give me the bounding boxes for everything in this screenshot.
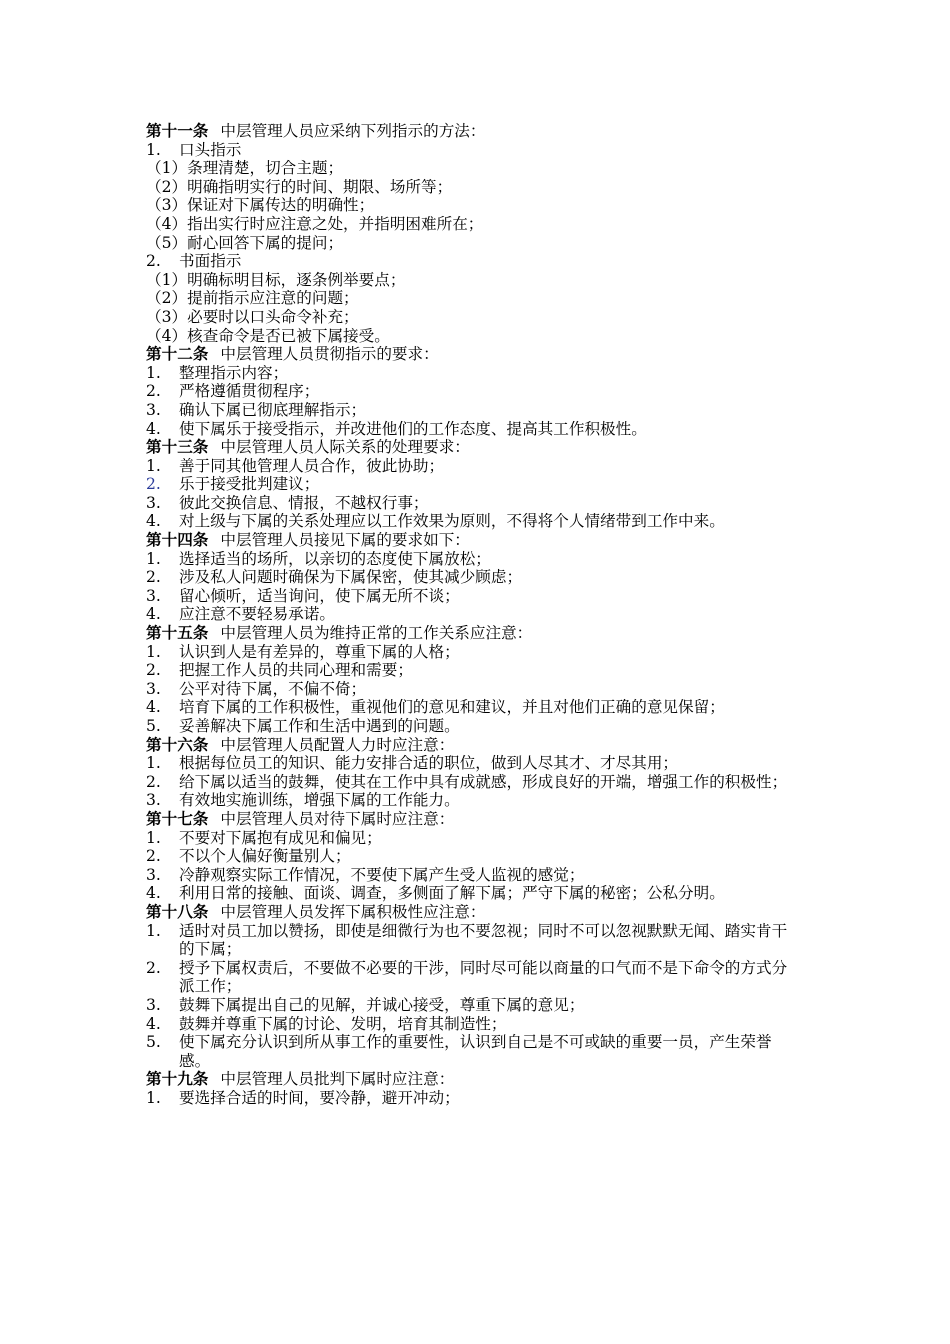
sub-item [146,289,794,308]
numbered-item [146,829,794,848]
item-text: 鼓舞下属提出自己的见解，并诚心接受，尊重下属的意见； [179,995,585,1014]
item-text: （2）提前指示应注意的问题； [146,289,359,308]
numbered-item [146,457,794,476]
article-title: 中层管理人员对待下属时应注意： [220,809,455,828]
item-text: 冷静观察实际工作情况，不要使下属产生受人监视的感觉； [179,865,585,884]
item-text: 有效地实施训练，增强下属的工作能力。 [179,791,460,810]
item-number: 2. [146,382,161,401]
item-text: 授予下属权责后，不要做不必要的干涉，同时尽可能以商量的口气而不是下命令的方式分派工作； [179,958,788,996]
item-text: 彼此交换信息、情报，不越权行事； [179,493,429,512]
item-number: 3. [146,791,161,810]
sub-item [146,327,794,346]
item-text: 使下属乐于接受指示，并改进他们的工作态度、提高其工作积极性。 [179,419,647,438]
article-heading [146,736,794,755]
numbered-item [146,847,794,866]
item-text: （3）必要时以口头命令补充； [146,307,359,326]
item-number: 2. [146,847,161,866]
numbered-item [146,475,794,494]
article-heading [146,531,794,550]
numbered-item [146,754,794,773]
numbered-item [146,252,794,271]
item-text: 利用日常的接触、面谈、调查，多侧面了解下属；严守下属的秘密；公私分明。 [179,884,725,903]
item-text: 认识到人是有差异的，尊重下属的人格； [179,642,460,661]
item-text: 乐于接受批判建议； [179,475,320,494]
article-heading [146,903,794,922]
document-page [146,122,794,1107]
item-number: 2. [146,252,161,271]
item-number: 1. [146,363,161,382]
item-number: 1. [146,828,161,847]
article-number: 第十八条 [146,901,209,921]
numbered-item [146,996,794,1015]
item-number: 3. [146,995,161,1014]
article-heading [146,122,794,141]
item-number: 1. [146,642,161,661]
item-number: 2. [146,958,161,977]
item-number: 2. [146,568,161,587]
item-text: 涉及私人问题时确保为下属保密，使其减少顾虑； [179,568,523,587]
article-title: 中层管理人员贯彻指示的要求： [220,345,439,364]
item-text: 使下属充分认识到所从事工作的重要性，认识到自己是不可或缺的重要一员，产生荣誉感。 [179,1033,772,1070]
numbered-item [146,587,794,606]
numbered-item [146,773,794,792]
item-number: 5. [146,1033,161,1052]
numbered-item [146,922,794,959]
item-text: 善于同其他管理人员合作，彼此协助； [179,456,445,475]
article-number: 第十四条 [146,530,209,550]
item-text: 严格遵循贯彻程序； [179,382,320,401]
item-text: 把握工作人员的共同心理和需要； [179,661,413,680]
article-number: 第十七条 [146,808,209,828]
item-number: 4. [146,884,161,903]
numbered-item [146,382,794,401]
item-number: 3. [146,865,161,884]
numbered-item [146,661,794,680]
item-number: 5. [146,717,161,735]
numbered-item [146,643,794,662]
item-number: 3. [146,400,161,419]
item-text: 妥善解决下属工作和生活中遇到的问题。 [179,717,460,735]
item-number: 3. [146,679,161,698]
numbered-item [146,605,794,624]
article-number: 第十一条 [146,121,209,140]
item-text: 应注意不要轻易承诺。 [179,605,335,624]
sub-item [146,308,794,327]
item-text: 留心倾听，适当询问，使下属无所不谈； [179,586,460,605]
item-text: 培育下属的工作积极性，重视他们的意见和建议，并且对他们正确的意见保留； [179,698,725,717]
article-heading [146,1070,794,1089]
sub-item [146,159,794,178]
sub-item [146,271,794,290]
item-text: （4）指出实行时应注意之处，并指明困难所在； [146,214,484,233]
numbered-item [146,512,794,531]
article-title: 中层管理人员批判下属时应注意： [220,1070,455,1089]
item-number: 1. [146,456,161,475]
article-heading [146,438,794,457]
item-number: 4. [146,512,161,531]
item-text: 选择适当的场所，以亲切的态度使下属放松； [179,549,491,568]
item-text: 不以个人偏好衡量别人； [179,847,351,866]
item-text: 整理指示内容； [179,363,289,382]
item-text: （2）明确指明实行的时间、期限、场所等； [146,177,453,196]
article-title: 中层管理人员配置人力时应注意： [220,735,455,754]
item-text: （1）明确标明目标，逐条例举要点； [146,270,406,289]
item-number: 1. [146,754,161,773]
numbered-item [146,1015,794,1034]
sub-item [146,196,794,215]
article-number: 第十二条 [146,344,209,364]
sub-item [146,215,794,234]
item-text: 根据每位员工的知识、能力安排合适的职位，做到人尽其才、才尽其用； [179,754,679,773]
item-text: 鼓舞并尊重下属的讨论、发明，培育其制造性； [179,1014,507,1033]
article-number: 第十九条 [146,1069,209,1089]
sub-item [146,234,794,253]
numbered-item [146,420,794,439]
item-text: 要选择合适的时间，要冷静，避开冲动； [179,1088,460,1107]
numbered-item [146,364,794,383]
article-title: 中层管理人员为维持正常的工作关系应注意： [220,624,533,643]
item-text: 不要对下属抱有成见和偏见； [179,828,382,847]
article-heading [146,810,794,829]
item-number: 4. [146,698,161,717]
article-heading [146,345,794,364]
sub-item [146,178,794,197]
item-number: 4. [146,605,161,624]
item-text: （3）保证对下属传达的明确性； [146,196,375,215]
article-number: 第十五条 [146,623,209,643]
numbered-item [146,1089,794,1108]
item-number: 3. [146,493,161,512]
article-number: 第十三条 [146,437,209,457]
numbered-item [146,959,794,996]
article-title: 中层管理人员发挥下属积极性应注意： [220,902,486,921]
article-title: 中层管理人员应采纳下列指示的方法： [220,122,486,140]
numbered-item [146,866,794,885]
numbered-item [146,884,794,903]
article-number: 第十六条 [146,734,209,754]
item-number: 1. [146,1088,161,1107]
numbered-item [146,791,794,810]
item-text: 确认下属已彻底理解指示； [179,400,367,419]
item-text: 对上级与下属的关系处理应以工作效果为原则，不得将个人情绪带到工作中来。 [179,512,725,531]
item-text: （4）核查命令是否已被下属接受。 [146,326,390,345]
item-text: 书面指示 [179,252,242,271]
numbered-item [146,680,794,699]
item-text: 口头指示 [179,140,242,159]
article-title: 中层管理人员人际关系的处理要求： [220,438,470,457]
item-number: 1. [146,921,161,940]
item-number: 4. [146,419,161,438]
item-text: 适时对员工加以赞扬，即使是细微行为也不要忽视；同时不可以忽视默默无闻、踏实肯干的下属； [179,921,788,959]
item-text: 给下属以适当的鼓舞，使其在工作中具有成就感，形成良好的开端，增强工作的积极性； [179,772,788,791]
numbered-item [146,494,794,513]
item-number: 4. [146,1014,161,1033]
numbered-item [146,401,794,420]
numbered-item [146,698,794,717]
article-title: 中层管理人员接见下属的要求如下： [220,531,470,550]
numbered-item [146,568,794,587]
item-number: 3. [146,586,161,605]
item-text: （1）条理清楚，切合主题； [146,159,344,178]
numbered-item [146,141,794,160]
numbered-item [146,1033,794,1070]
item-number: 1. [146,549,161,568]
item-number: 2. [146,475,161,494]
item-number: 2. [146,661,161,680]
item-text: 公平对待下属，不偏不倚； [179,679,367,698]
item-number: 1. [146,140,161,159]
item-number: 2. [146,772,161,791]
article-heading [146,624,794,643]
numbered-item [146,717,794,736]
numbered-item [146,550,794,569]
item-text: （5）耐心回答下属的提问； [146,233,344,252]
